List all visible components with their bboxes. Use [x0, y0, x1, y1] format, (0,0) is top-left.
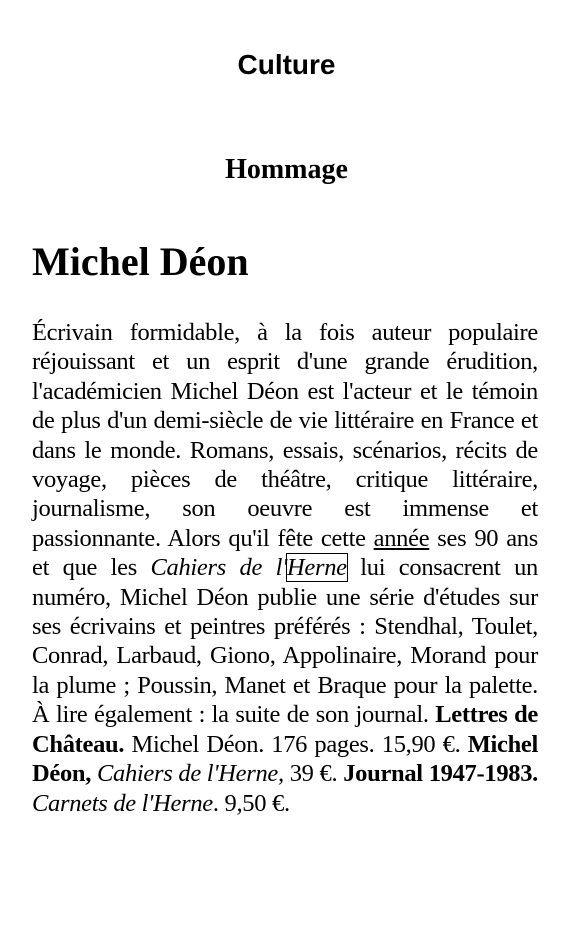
section-heading: Culture — [237, 49, 336, 80]
body-text: Michel Déon. 176 pages. 15,90 €. — [124, 730, 468, 758]
publisher-italic: Cahiers de l'Herne, — [96, 760, 284, 788]
body-text: ses 90 ans et que les — [32, 524, 538, 582]
body-text: Écrivain formidable, à la fois auteur populaire réjouissant et un esprit d'une grande érudition, l'académicien Michel Déon est l'acteur et le témoin de plus d'un demi-siècle de vie littéraire en France et dans le monde. Romans, essais, scénarios, récits de voyage, pièces de théâtre, critique littéraire, journalisme, son oeuvre est immense et passionnante. Alors qu'il fête cette — [32, 319, 538, 552]
underlined-word: année — [373, 524, 430, 552]
book-title-bold: Michel Déon, — [32, 730, 538, 788]
body-text: 39 €. — [283, 760, 344, 788]
book-title-bold: Journal 1947-1983. — [343, 760, 538, 788]
book-title-bold: Lettres de Château. — [32, 701, 539, 758]
italic-text: Cahiers de l' — [150, 554, 288, 582]
body-text: . 9,50 €. — [212, 789, 290, 817]
article-body — [32, 318, 538, 818]
publisher-italic: Carnets de l'Herne — [32, 789, 213, 817]
article-title: Michel Déon — [32, 239, 249, 284]
kicker-heading: Hommage — [225, 154, 348, 185]
body-text: lui consacrent un numéro, Michel Déon publie une série d'études sur ses écrivains et peintres préférés : Stendhal, Toulet, Conrad, Larbaud, Giono, Appolinaire, Morand pour la plume ; Poussin, Manet et Braque pour la palette. À lire également : la suite de son journal. — [32, 554, 538, 729]
boxed-word: Herne — [287, 554, 347, 582]
